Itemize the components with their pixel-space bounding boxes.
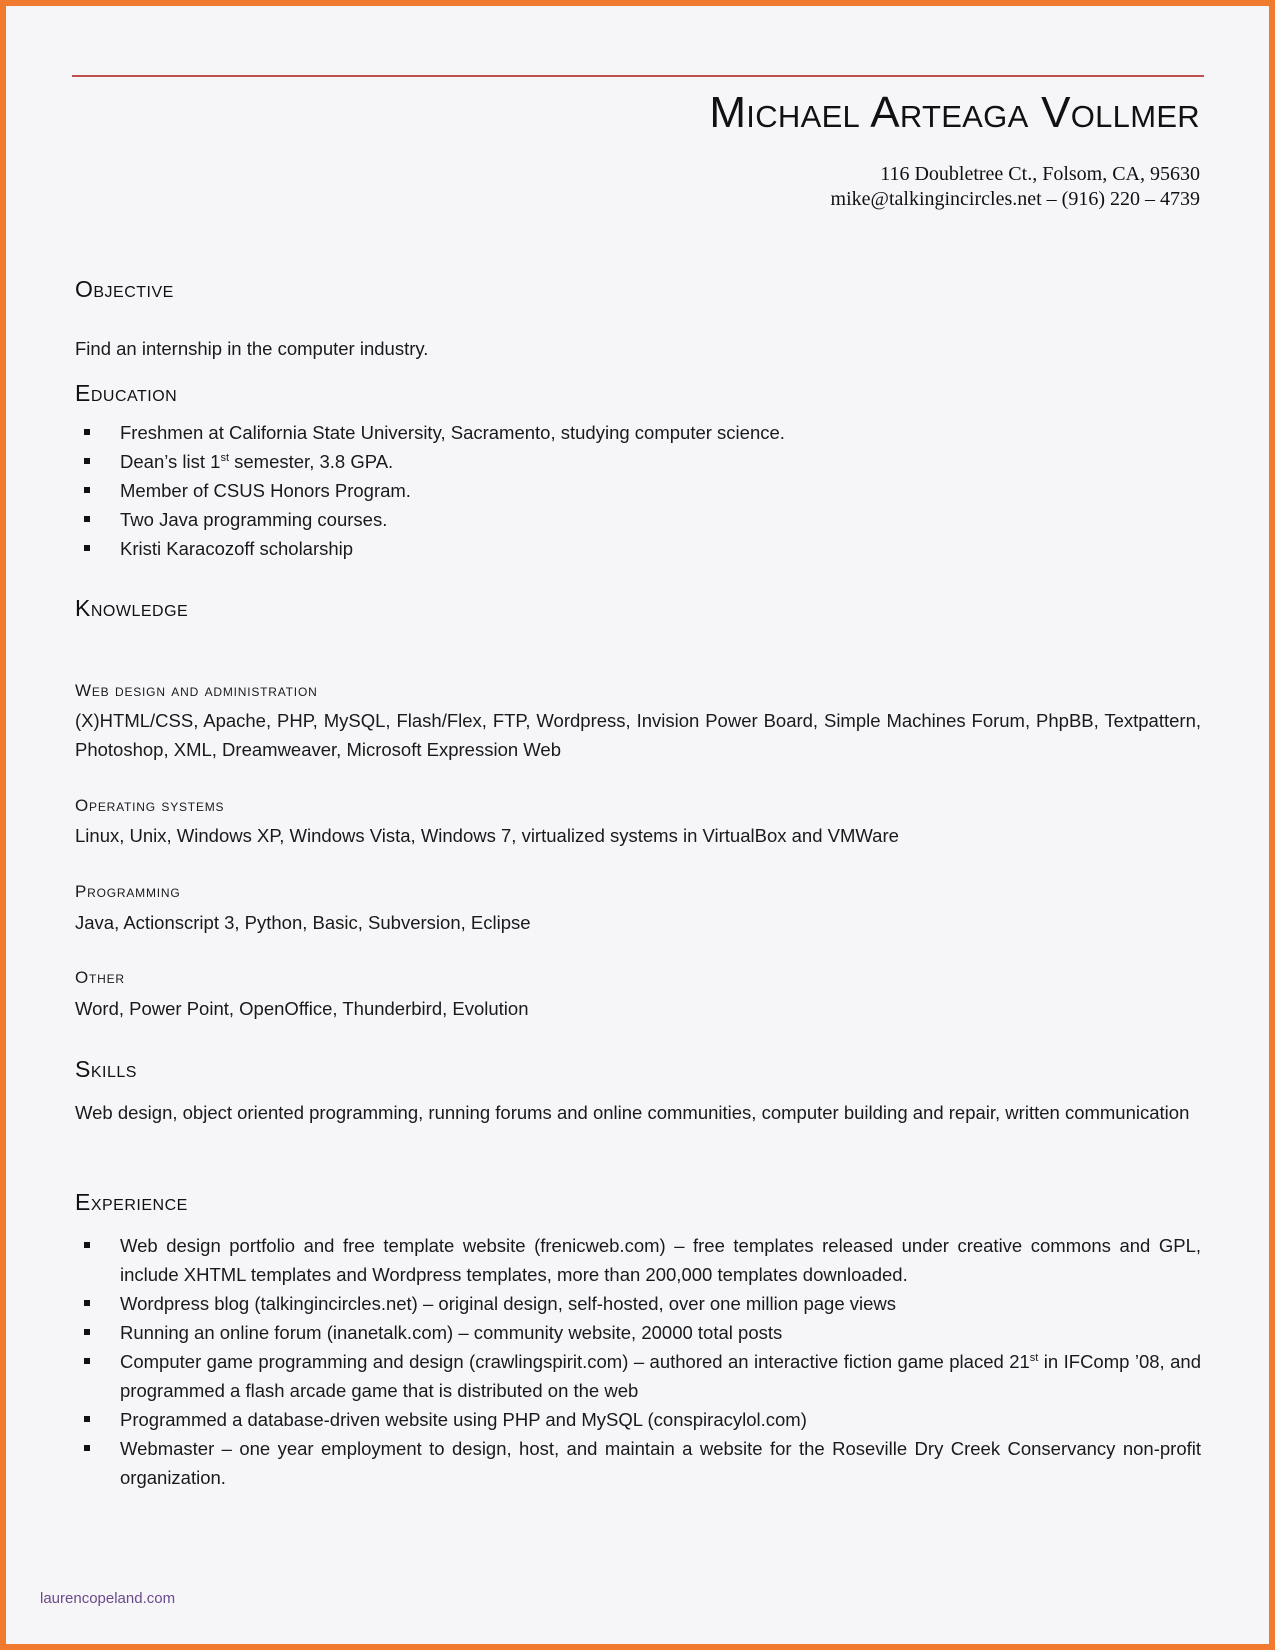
address: 116 Doubletree Ct., Folsom, CA, 95630	[880, 163, 1200, 185]
bullet-icon	[84, 1329, 90, 1335]
list-item: Running an online forum (inanetalk.com) – community website, 20000 total posts	[75, 1318, 1201, 1347]
skills-title: Skills	[75, 1056, 137, 1082]
list-item: Dean’s list 1st semester, 3.8 GPA.	[75, 447, 1201, 476]
list-item: Member of CSUS Honors Program.	[75, 476, 1201, 505]
resume-name	[709, 88, 1200, 138]
list-item: Webmaster – one year employment to design, host, and maintain a website for the Roseville Dry Creek Conservancy non-profit organization.	[75, 1434, 1201, 1492]
contact-line: mike@talkingincircles.net – (916) 220 – 4739	[830, 188, 1200, 210]
knowledge-programming-text: Java, Actionscript 3, Python, Basic, Subversion, Eclipse	[75, 912, 531, 933]
bullet-icon	[84, 458, 90, 464]
bullet-icon	[84, 1416, 90, 1422]
experience-list	[75, 1231, 1201, 1492]
experience-title: Experience	[75, 1189, 188, 1215]
watermark: laurencopeland.com	[40, 1590, 176, 1607]
education-title: Education	[75, 380, 178, 406]
list-item: Programmed a database-driven website using PHP and MySQL (conspiracylol.com)	[75, 1405, 1201, 1434]
knowledge-web-text: (X)HTML/CSS, Apache, PHP, MySQL, Flash/Flex, FTP, Wordpress, Invision Power Board, Simple Machines Forum, PhpBB, Textpattern, Photoshop, XML, Dreamweaver, Microsoft Expression Web	[75, 710, 1201, 760]
bullet-icon	[84, 487, 90, 493]
skills-text: Web design, object oriented programming, running forums and online communities, computer building and repair, written communication	[75, 1102, 1190, 1123]
bullet-icon	[84, 1358, 90, 1364]
name-text: Michael Arteaga Vollmer	[709, 88, 1200, 137]
bullet-icon	[84, 1445, 90, 1451]
objective-text: Find an internship in the computer industry.	[75, 338, 429, 359]
objective-title: Objective	[75, 276, 174, 302]
knowledge-other-title: Other	[75, 968, 125, 987]
bullet-icon	[84, 516, 90, 522]
list-item: Computer game programming and design (crawlingspirit.com) – authored an interactive fiction game placed 21st in IFComp ’08, and programmed a flash arcade game that is distributed on the web	[75, 1347, 1201, 1405]
bullet-icon	[84, 545, 90, 551]
list-item: Freshmen at California State University, Sacramento, studying computer science.	[75, 418, 1201, 447]
list-item: Two Java programming courses.	[75, 505, 1201, 534]
contact-block	[831, 162, 1200, 212]
list-item: Kristi Karacozoff scholarship	[75, 534, 1201, 563]
knowledge-other-text: Word, Power Point, OpenOffice, Thunderbird, Evolution	[75, 998, 529, 1019]
header-rule	[72, 75, 1204, 77]
knowledge-web-title: Web design and administration	[75, 681, 318, 700]
education-list	[75, 418, 1201, 563]
knowledge-programming-title: Programming	[75, 882, 181, 901]
list-item: Web design portfolio and free template website (frenicweb.com) – free templates released under creative commons and GPL, include XHTML templates and Wordpress templates, more than 200,000 templates downloaded.	[75, 1231, 1201, 1289]
knowledge-title: Knowledge	[75, 595, 189, 621]
bullet-icon	[84, 1242, 90, 1248]
bullet-icon	[84, 1300, 90, 1306]
knowledge-os-title: Operating systems	[75, 796, 225, 815]
knowledge-os-text: Linux, Unix, Windows XP, Windows Vista, Windows 7, virtualized systems in VirtualBox and VMWare	[75, 825, 899, 846]
list-item: Wordpress blog (talkingincircles.net) – original design, self-hosted, over one million page views	[75, 1289, 1201, 1318]
bullet-icon	[84, 429, 90, 435]
